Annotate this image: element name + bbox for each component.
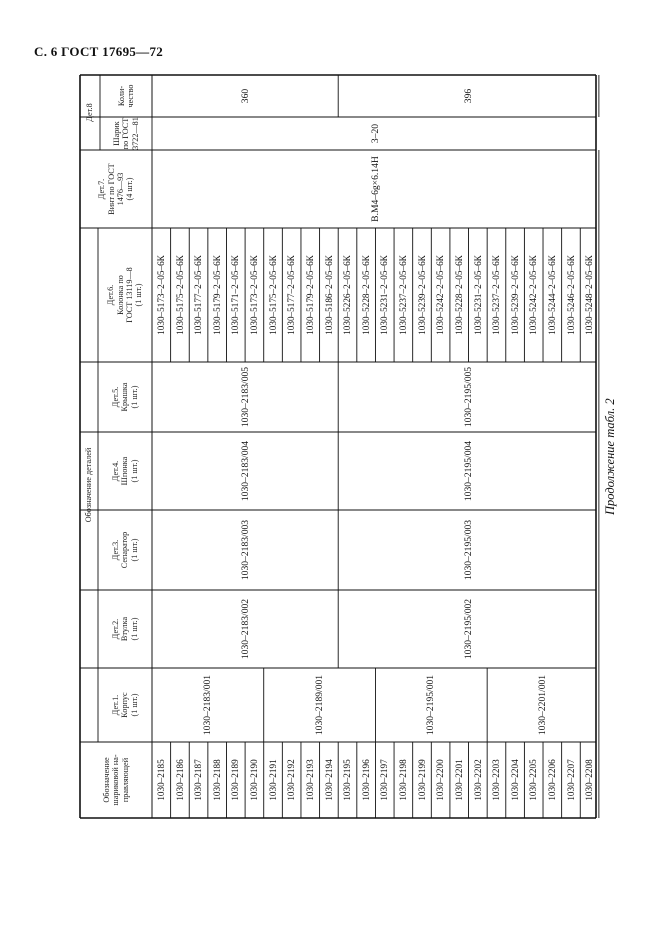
- header-det6-line: Дет.6.: [106, 284, 116, 306]
- table-row-det6: 1030–5177–2–05–6К: [193, 255, 204, 335]
- header-det1-line: Корпус: [120, 692, 130, 718]
- header-det6-line: ГОСТ 13119—8: [125, 267, 134, 323]
- det8-qty-cell: 396: [463, 88, 474, 104]
- det3-group-cell: 1030–2195/003: [463, 519, 474, 581]
- header-det3-line: (1 шт.): [129, 538, 139, 562]
- table-row-det6: 1030–5173–2–05–6К: [249, 255, 260, 335]
- table-row-code: 1030–2208: [584, 759, 595, 801]
- header-det2-line: Втулка: [120, 616, 130, 642]
- table-row-det6: 1030–5242–2–05–6К: [528, 255, 539, 335]
- det8-qty-cell: 360: [239, 88, 251, 104]
- table-row-code: 1030–2199: [416, 759, 427, 801]
- header-group: Обозначение деталей: [84, 447, 94, 523]
- table-row-det6: 1030–5179–2–05–6К: [211, 255, 222, 335]
- table-row-det6: 1030–5177–2–05–6К: [286, 255, 297, 335]
- header-det2: [98, 590, 152, 668]
- table-row-code: 1030–2207: [565, 759, 576, 801]
- table-row-code: 1030–2192: [286, 759, 297, 801]
- header-det7-line: (4 шт.): [125, 177, 135, 201]
- table-row-code: 1030–2205: [528, 759, 539, 801]
- det3-group-cell: 1030–2183/003: [239, 519, 251, 581]
- header-designation: [80, 742, 152, 818]
- header-det8-qty-line: Коли-: [116, 85, 126, 107]
- table-row-det6: 1030–5171–2–05–6К: [230, 255, 241, 335]
- header-det8-qty-line: чество: [126, 84, 135, 108]
- header-det7-line: Дет.7.: [97, 178, 107, 200]
- header-det1-line: Дет.1.: [110, 694, 120, 716]
- table-row-det6: 1030–5228–2–05–6К: [360, 255, 371, 335]
- header-det7-line: Винт по ГОСТ: [106, 163, 116, 215]
- det8-ball-merged-cell: 3–20: [369, 123, 381, 144]
- table-row-det6: 1030–5226–2–05–6К: [342, 255, 353, 335]
- table-row-det6: 1030–5237–2–05–6К: [491, 255, 502, 335]
- header-det2-line: (1 шт.): [129, 617, 139, 641]
- det2-group-cell: 1030–2183/002: [239, 598, 251, 660]
- table-row-det6: 1030–5239–2–05–6К: [416, 255, 427, 335]
- table-row-code: 1030–2202: [472, 759, 483, 801]
- table-row-code: 1030–2201: [453, 759, 464, 801]
- table-row-code: 1030–2190: [249, 759, 260, 801]
- table-row-code: 1030–2188: [211, 759, 222, 801]
- table-row-code: 1030–2189: [230, 759, 241, 801]
- table-row-det6: 1030–5242–2–05–6К: [435, 255, 446, 335]
- det5-group-cell: 1030–2195/005: [463, 366, 474, 428]
- table-row-det6: 1030–5248–2–05–6К: [584, 255, 595, 335]
- table-row-code: 1030–2187: [193, 759, 204, 801]
- det1-group-cell: 1030–2201/001: [537, 674, 549, 736]
- header-det4-line: Дет.4.: [110, 460, 120, 482]
- table-row-det6: 1030–5239–2–05–6К: [509, 255, 520, 335]
- table-row-det6: 1030–5237–2–05–6К: [398, 255, 409, 335]
- header-det3: [98, 510, 152, 590]
- header-det6-line: (1 шт.): [134, 283, 144, 307]
- header-det7: [80, 150, 152, 228]
- table-row-code: 1030–2197: [379, 759, 390, 801]
- table-row-code: 1030–2196: [360, 759, 371, 801]
- header-det8-ball-line: Шарик: [111, 121, 121, 146]
- table-row-det6: 1030–5228–2–05–6К: [453, 255, 464, 335]
- header-det4: [98, 432, 152, 510]
- table-row-det6: 1030–5186–2–05–6К: [323, 255, 334, 335]
- header-det6: [98, 228, 152, 362]
- table-row-det6: 1030–5175–2–05–6К: [174, 255, 185, 335]
- header-det3-line: Дет.3.: [110, 539, 120, 561]
- table-row-code: 1030–2200: [435, 759, 446, 801]
- table-row-det6: 1030–5246–2–05–6К: [565, 255, 576, 335]
- header-det5-line: (1 шт.): [129, 385, 139, 409]
- det1-group-cell: 1030–2189/001: [314, 674, 326, 736]
- header-det5-line: Крышка: [120, 382, 130, 412]
- table-row-code: 1030–2206: [547, 759, 558, 801]
- header-det5-line: Дет.5.: [110, 386, 120, 408]
- header-designation-line: правляющей: [120, 757, 130, 803]
- det5-group-cell: 1030–2183/005: [239, 366, 251, 428]
- table-row-code: 1030–2186: [174, 759, 185, 801]
- header-det2-line: Дет.2.: [110, 618, 120, 640]
- page-header: С. 6 ГОСТ 17695—72: [34, 44, 164, 59]
- table-row-code: 1030–2194: [323, 759, 334, 801]
- table-row-det6: 1030–5173–2–05–6К: [156, 255, 167, 335]
- table-row-code: 1030–2198: [398, 759, 409, 801]
- continuation-label: Продолжение табл. 2: [603, 398, 617, 515]
- table-row-det6: 1030–5231–2–05–6К: [472, 255, 483, 335]
- det4-group-cell: 1030–2183/004: [239, 440, 251, 502]
- det7-merged-cell: В.М4–6g×6.14Н: [369, 156, 381, 222]
- det2-group-cell: 1030–2195/002: [463, 598, 474, 660]
- table-row-code: 1030–2191: [267, 759, 278, 801]
- table-row-code: 1030–2193: [304, 759, 315, 801]
- header-designation-line: шариковой на-: [111, 754, 121, 806]
- table-row-det6: 1030–5244–2–05–6К: [547, 255, 558, 335]
- header-det4-line: Шпонка: [120, 456, 130, 486]
- header-det8-ball-line: 3722—81: [130, 117, 140, 150]
- table-row-det6: 1030–5231–2–05–6К: [379, 255, 390, 335]
- det1-group-cell: 1030–2183/001: [202, 674, 214, 736]
- header-det8-ball: [100, 117, 152, 150]
- header-det1: [98, 668, 152, 742]
- table-row-det6: 1030–5179–2–05–6К: [304, 255, 315, 335]
- header-det1-line: (1 шт.): [129, 693, 139, 717]
- header-det8-qty: [100, 75, 152, 117]
- header-det5: [98, 362, 152, 432]
- header-det6-line: Колонка по: [115, 275, 125, 315]
- header-det4-line: (1 шт.): [129, 459, 139, 483]
- table-row-det6: 1030–5175–2–05–6К: [267, 255, 278, 335]
- table-row-code: 1030–2185: [156, 759, 167, 801]
- header-det8: Дет.8: [85, 103, 95, 122]
- table-row-code: 1030–2204: [509, 759, 520, 801]
- det4-group-cell: 1030–2195/004: [463, 440, 474, 502]
- header-det7-line: 1476—93: [116, 172, 125, 206]
- header-det8-ball-line: по ГОСТ: [121, 117, 131, 150]
- header-designation-line: Обозначение: [101, 757, 111, 803]
- header-det3-line: Сепаратор: [120, 531, 130, 569]
- det1-group-cell: 1030–2195/001: [425, 674, 437, 736]
- table-row-code: 1030–2203: [491, 759, 502, 801]
- table-row-code: 1030–2195: [342, 759, 353, 801]
